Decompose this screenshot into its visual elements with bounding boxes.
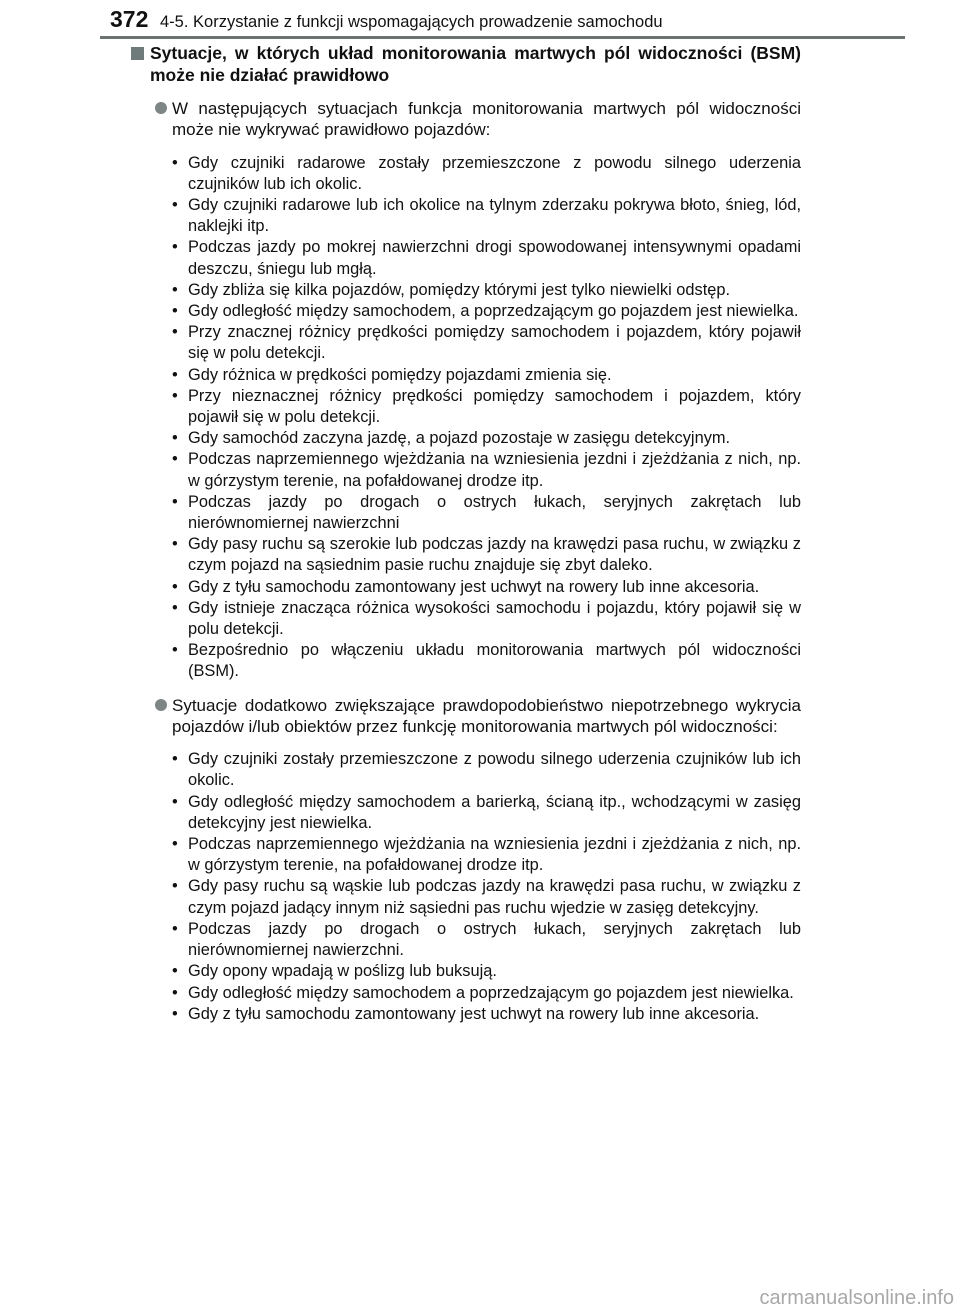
list-item-text: Gdy samochód zaczyna jazdę, a pojazd pozostaje w zasięgu detekcyjnym.: [188, 429, 731, 448]
square-bullet-icon: [131, 47, 144, 60]
list-item-text: Gdy z tyłu samochodu zamontowany jest uchwyt na rowery lub inne akcesoria.: [188, 1004, 760, 1023]
bullet-paragraph: [155, 695, 801, 738]
bullet-paragraph: [155, 98, 801, 141]
list-item: [172, 153, 801, 195]
list-item: [172, 301, 801, 322]
list-item-text: Gdy czujniki radarowe lub ich okolice na tylnym zderzaku pokrywa błoto, śnieg, lód, naklejki itp.: [188, 196, 801, 236]
list-item: [172, 961, 801, 982]
list-item: [172, 834, 801, 876]
list-item: [172, 577, 801, 598]
list-item-text: Gdy odległość między samochodem a poprzedzającym go pojazdem jest niewielka.: [188, 983, 794, 1002]
list-item-text: Podczas naprzemiennego wjeżdżania na wzniesienia jezdni i zjeżdżania z nich, np. w górzystym terenie, na pofałdowanej drodze itp.: [188, 835, 801, 875]
list-item: [172, 280, 801, 301]
bullet-list: [131, 98, 801, 1025]
list-item-text: Gdy opony wpadają w poślizg lub buksują.: [188, 962, 497, 981]
list-item-text: Gdy zbliża się kilka pojazdów, pomiędzy którymi jest tylko niewielki odstęp.: [188, 280, 731, 299]
list-item: [172, 640, 801, 682]
list-item: [172, 449, 801, 491]
list-item-text: Podczas jazdy po mokrej nawierzchni drogi spowodowanej intensywnymi opadami deszczu, śniegu lub mgłą.: [188, 238, 801, 278]
list-item-text: Gdy istnieje znacząca różnica wysokości samochodu i pojazdu, który pojawił się w polu detekcji.: [188, 598, 801, 639]
circle-bullet-icon: [155, 699, 167, 711]
list-item: [172, 386, 801, 428]
list-item: [172, 1004, 801, 1025]
header-divider: [100, 36, 905, 39]
list-item-text: Podczas naprzemiennego wjeżdżania na wzniesienia jezdni i zjeżdżania z nich, np. w górzystym terenie, na pofałdowanej drodze itp.: [188, 450, 801, 490]
list-item: [172, 195, 801, 237]
list-item-text: Bezpośrednio po włączeniu układu monitorowania martwych pól widoczności (BSM).: [188, 641, 801, 681]
bullet-text: W następujących sytuacjach funkcja monitorowania martwych pól widoczności może nie wykrywać prawidłowo pojazdów:: [172, 99, 801, 140]
list-item-text: Podczas jazdy po drogach o ostrych łukach, seryjnych zakrętach lub nierównomiernej nawierzchni: [188, 492, 801, 533]
bullet-text: Sytuacje dodatkowo zwiększające prawdopodobieństwo niepotrzebnego wykrycia pojazdów i/lub obiektów przez funkcję monitorowania martwych pól widoczności:: [172, 695, 801, 736]
list-item-text: Gdy pasy ruchu są szerokie lub podczas jazdy na krawędzi pasa ruchu, w związku z czym pojazd na sąsiednim pasie ruchu znajduje się zbyt daleko.: [188, 535, 801, 575]
page-header: [110, 6, 663, 33]
list-item: [172, 598, 801, 640]
condition-list: [172, 153, 801, 683]
list-item-text: Gdy z tyłu samochodu zamontowany jest uchwyt na rowery lub inne akcesoria.: [188, 577, 760, 596]
list-item: [172, 492, 801, 534]
list-item: [172, 428, 801, 449]
list-item-text: Gdy czujniki zostały przemieszczone z powodu silnego uderzenia czujników lub ich okolic.: [188, 750, 801, 790]
section-heading: [131, 43, 801, 86]
section-heading-text: Sytuacje, w których układ monitorowania martwych pól widoczności (BSM) może nie działać prawidłowo: [150, 43, 801, 85]
circle-bullet-icon: [155, 102, 167, 114]
watermark: carmanualsonline.info: [759, 1287, 954, 1309]
list-item: [172, 365, 801, 386]
list-item: [172, 237, 801, 279]
section-title: 4-5. Korzystanie z funkcji wspomagających prowadzenie samochodu: [160, 13, 663, 31]
list-item-text: Gdy różnica w prędkości pomiędzy pojazdami zmienia się.: [188, 365, 612, 384]
list-item: [172, 919, 801, 961]
list-item: [172, 983, 801, 1004]
list-item-text: Gdy odległość między samochodem, a poprzedzającym go pojazdem jest niewielka.: [188, 302, 799, 321]
list-item: [172, 534, 801, 576]
list-item: [172, 876, 801, 918]
list-item-text: Podczas jazdy po drogach o ostrych łukach, seryjnych zakrętach lub nierównomiernej nawierzchni.: [188, 919, 801, 960]
list-item-text: Przy nieznacznej różnicy prędkości pomiędzy samochodem i pojazdem, który pojawił się w polu detekcji.: [188, 386, 801, 427]
condition-list: [172, 749, 801, 1025]
list-item-text: Gdy odległość między samochodem a barierką, ścianą itp., wchodzącymi w zasięg detekcyjny jest niewielka.: [188, 792, 801, 832]
list-item: [172, 792, 801, 834]
list-item: [172, 749, 801, 791]
list-item-text: Gdy pasy ruchu są wąskie lub podczas jazdy na krawędzi pasa ruchu, w związku z czym pojazd jadący innym niż sąsiedni pas ruchu wjedzie w zasięg detekcyjny.: [188, 877, 801, 917]
list-item-text: Przy znacznej różnicy prędkości pomiędzy samochodem i pojazdem, który pojawił się w polu detekcji.: [188, 323, 801, 363]
list-item-text: Gdy czujniki radarowe zostały przemieszczone z powodu silnego uderzenia czujników lub ich okolic.: [188, 153, 801, 193]
list-item: [172, 322, 801, 364]
page-number: 372: [110, 6, 149, 32]
page-content: [131, 43, 801, 1025]
